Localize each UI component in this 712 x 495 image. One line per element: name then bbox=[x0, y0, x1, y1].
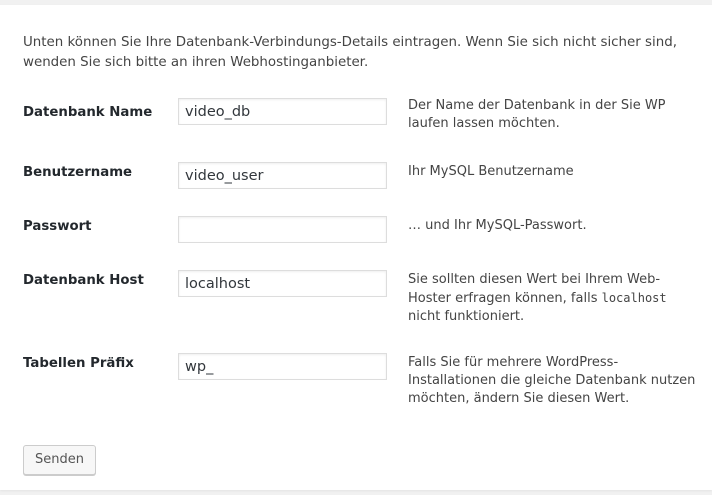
intro-text: Unten können Sie Ihre Datenbank-Verbindungs-Details eintragen. Wenn Sie sich nicht sicher sind, wenden Sie sich bitte an ihren Webhostinganbieter. bbox=[23, 35, 677, 70]
db-host-description-code: localhost bbox=[601, 291, 667, 305]
db-name-label: Datenbank Name bbox=[23, 105, 153, 120]
table-prefix-label: Tabellen Präfix bbox=[23, 356, 134, 371]
table-prefix-input[interactable] bbox=[178, 353, 387, 380]
username-description: Ihr MySQL Benutzername bbox=[408, 164, 574, 179]
db-name-input[interactable] bbox=[178, 98, 387, 125]
username-input[interactable] bbox=[178, 162, 387, 189]
db-host-description bbox=[408, 271, 698, 326]
password-label: Passwort bbox=[23, 219, 92, 234]
db-host-input[interactable] bbox=[178, 270, 387, 297]
password-input[interactable] bbox=[178, 216, 387, 243]
setup-form-panel bbox=[0, 5, 712, 490]
password-description: … und Ihr MySQL-Passwort. bbox=[408, 218, 587, 233]
submit-button[interactable]: Senden bbox=[23, 445, 96, 475]
table-prefix-description: Falls Sie für mehrere WordPress-Installationen die gleiche Datenbank nutzen möchten, ändern Sie diesen Wert. bbox=[408, 355, 696, 406]
db-host-description-after: nicht funktioniert. bbox=[408, 309, 525, 324]
db-name-description: Der Name der Datenbank in der Sie WP laufen lassen möchten. bbox=[408, 98, 666, 131]
db-host-description-before: Sie sollten diesen Wert bei Ihrem Web-Hoster erfragen können, falls bbox=[408, 272, 661, 306]
db-host-label: Datenbank Host bbox=[23, 273, 144, 288]
username-label: Benutzername bbox=[23, 165, 133, 180]
